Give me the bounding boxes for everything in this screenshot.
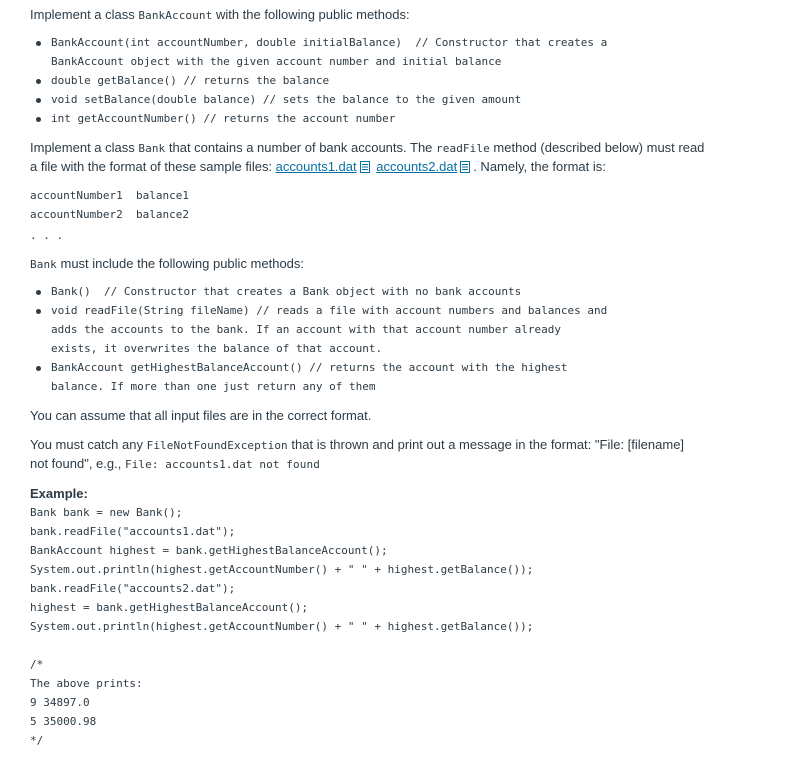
example-heading: Example: (30, 486, 88, 501)
bullet (36, 79, 41, 84)
format-line-2: accountNumber2 balance2 (30, 208, 189, 221)
method-get-balance: double getBalance() // returns the balance (51, 74, 330, 87)
bullet (36, 117, 41, 122)
method-constructor: BankAccount(int accountNumber, double initialBalance) // Constructor that creates a (51, 36, 608, 49)
bank-intro-line2: a file with the format of these sample files: accounts1.dat accounts2.dat . Namely, the format is: (30, 159, 606, 174)
assume-text: You can assume that all input files are in the correct format. (30, 408, 372, 423)
method-bank-constructor: Bank() // Constructor that creates a Bank object with no bank accounts (51, 285, 522, 298)
method-constructor-cont: BankAccount object with the given account number and initial balance (51, 55, 502, 68)
method-set-balance: void setBalance(double balance) // sets the balance to the given amount (51, 93, 522, 106)
bullet (36, 366, 41, 371)
example-code-line: BankAccount highest = bank.getHighestBalanceAccount(); (30, 544, 388, 557)
bank-intro-line1: Implement a class Bank that contains a number of bank accounts. The readFile method (described below) must read (30, 140, 705, 155)
comment-line: /* (30, 658, 44, 671)
example-code-line: System.out.println(highest.getAccountNumber() + " " + highest.getBalance()); (30, 620, 534, 633)
method-read-file: void readFile(String fileName) // reads a file with account numbers and balances and (51, 304, 608, 317)
comment-line: 9 34897.0 (30, 696, 90, 709)
method-get-highest-cont: balance. If more than one just return any of them (51, 380, 376, 393)
example-code-line: Bank bank = new Bank(); (30, 506, 183, 519)
file-icon (360, 161, 370, 173)
catch-line2: not found", e.g., File: accounts1.dat not found (30, 456, 320, 471)
bullet (36, 41, 41, 46)
format-ellipsis: . . . (30, 229, 64, 242)
bullet (36, 98, 41, 103)
method-get-highest: BankAccount getHighestBalanceAccount() // returns the account with the highest (51, 361, 568, 374)
bank-must-text: Bank must include the following public methods: (30, 256, 305, 271)
bullet (36, 309, 41, 314)
accounts1-link[interactable]: accounts1.dat (275, 159, 357, 174)
comment-line: 5 35000.98 (30, 715, 97, 728)
method-read-file-cont2: exists, it overwrites the balance of that account. (51, 342, 383, 355)
example-code-line: highest = bank.getHighestBalanceAccount(); (30, 601, 309, 614)
example-code-line: System.out.println(highest.getAccountNumber() + " " + highest.getBalance()); (30, 563, 534, 576)
accounts2-link[interactable]: accounts2.dat (376, 159, 458, 174)
file-icon (460, 161, 470, 173)
comment-line: The above prints: (30, 677, 143, 690)
method-get-account-number: int getAccountNumber() // returns the account number (51, 112, 396, 125)
bullet (36, 290, 41, 295)
catch-line1: You must catch any FileNotFoundException that is thrown and print out a message in the format: "File: [filename] (30, 437, 685, 452)
format-line-1: accountNumber1 balance1 (30, 189, 189, 202)
example-code-line: bank.readFile("accounts2.dat"); (30, 582, 236, 595)
intro-text: Implement a class BankAccount with the following public methods: (30, 7, 410, 22)
example-code-line: bank.readFile("accounts1.dat"); (30, 525, 236, 538)
method-read-file-cont1: adds the accounts to the bank. If an account with that account number already (51, 323, 561, 336)
comment-line: */ (30, 734, 44, 747)
